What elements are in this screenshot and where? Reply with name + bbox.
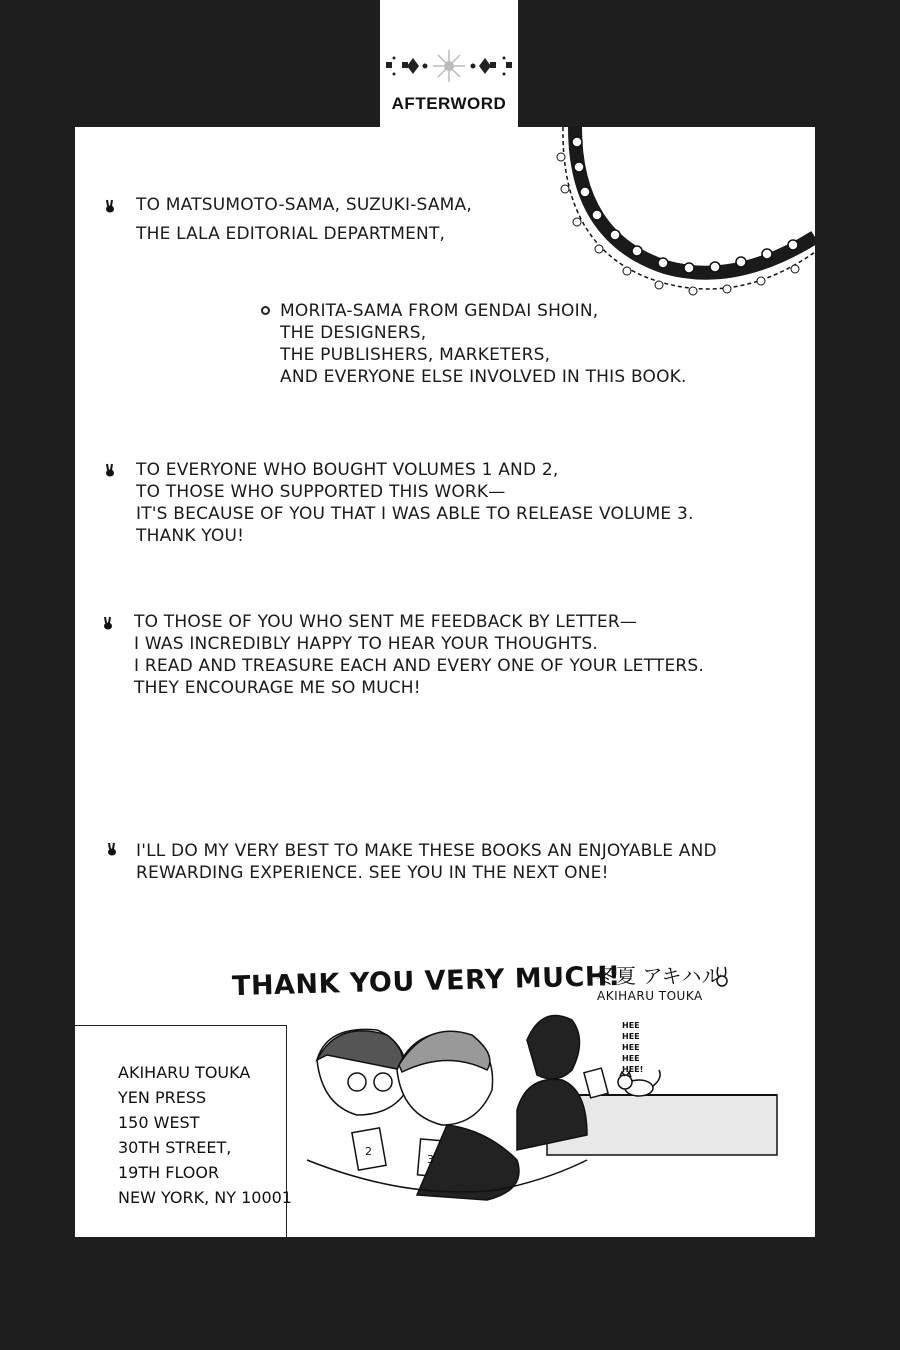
text-line: REWARDING EXPERIENCE. SEE YOU IN THE NEXT ONE! [136,863,609,883]
text-line: IT'S BECAUSE OF YOU THAT I WAS ABLE TO RELEASE VOLUME 3. [136,504,694,524]
signature-romaji: AKIHARU TOUKA [597,989,703,1003]
text-line: THEY ENCOURAGE ME SO MUCH! [134,678,421,698]
characters-illustration [287,1000,787,1230]
closing-promise [136,840,717,884]
thanks-staff [280,300,687,388]
address-line: 30TH STREET, [118,1138,232,1157]
book-number-3: 3 [427,1153,434,1166]
text-line: THANK YOU! [136,526,245,546]
text-line: I'LL DO MY VERY BEST TO MAKE THESE BOOKS AN ENJOYABLE AND [136,841,717,861]
thank-you-heading: THANK YOU VERY MUCH! [231,960,622,1003]
bunny-bullet-icon [102,616,114,630]
signature-japanese: 冬夏 アキハル [596,964,722,988]
text-line: TO EVERYONE WHO BOUGHT VOLUMES 1 AND 2, [136,460,559,480]
thanks-letters [134,611,704,699]
thanks-readers [136,459,694,547]
title-tab [380,0,518,127]
text-line: THE PUBLISHERS, MARKETERS, [280,345,551,365]
text-line: TO THOSE OF YOU WHO SENT ME FEEDBACK BY LETTER— [134,612,638,632]
sfx-line: HEE [622,1032,640,1041]
address-line: NEW YORK, NY 10001 [118,1188,292,1207]
sfx-line: HEE! [622,1065,644,1074]
thanks-editorial [136,194,472,245]
mailing-address [118,1060,292,1210]
address-line: YEN PRESS [118,1088,207,1107]
sfx-line: HEE [622,1054,640,1063]
text-line: THE LALA EDITORIAL DEPARTMENT, [136,224,446,244]
address-line: AKIHARU TOUKA [118,1063,251,1082]
bunny-bullet-icon [106,842,118,856]
bunny-bullet-icon [104,199,116,213]
text-line: THE DESIGNERS, [280,323,427,343]
text-line: I READ AND TREASURE EACH AND EVERY ONE OF YOUR LETTERS. [134,656,705,676]
sfx-line: HEE [622,1021,640,1030]
text-line: MORITA-SAMA FROM GENDAI SHOIN, [280,301,599,321]
text-line: TO MATSUMOTO-SAMA, SUZUKI-SAMA, [136,195,472,215]
book-number-2: 2 [365,1145,372,1158]
lace-ornament-icon [555,127,815,307]
text-line: TO THOSE WHO SUPPORTED THIS WORK— [136,482,506,502]
text-line: AND EVERYONE ELSE INVOLVED IN THIS BOOK. [280,367,687,387]
address-line: 19TH FLOOR [118,1163,220,1182]
text-line: I WAS INCREDIBLY HAPPY TO HEAR YOUR THOUGHTS. [134,634,598,654]
page-title: AFTERWORD [391,94,507,113]
bunny-bullet-icon [104,463,116,477]
sfx-line: HEE [622,1043,640,1052]
ornament-icon [380,46,518,86]
ring-bullet-icon [261,306,270,315]
address-line: 150 WEST [118,1113,200,1132]
bunny-sign-icon [713,965,731,987]
sfx-text [622,1020,643,1075]
